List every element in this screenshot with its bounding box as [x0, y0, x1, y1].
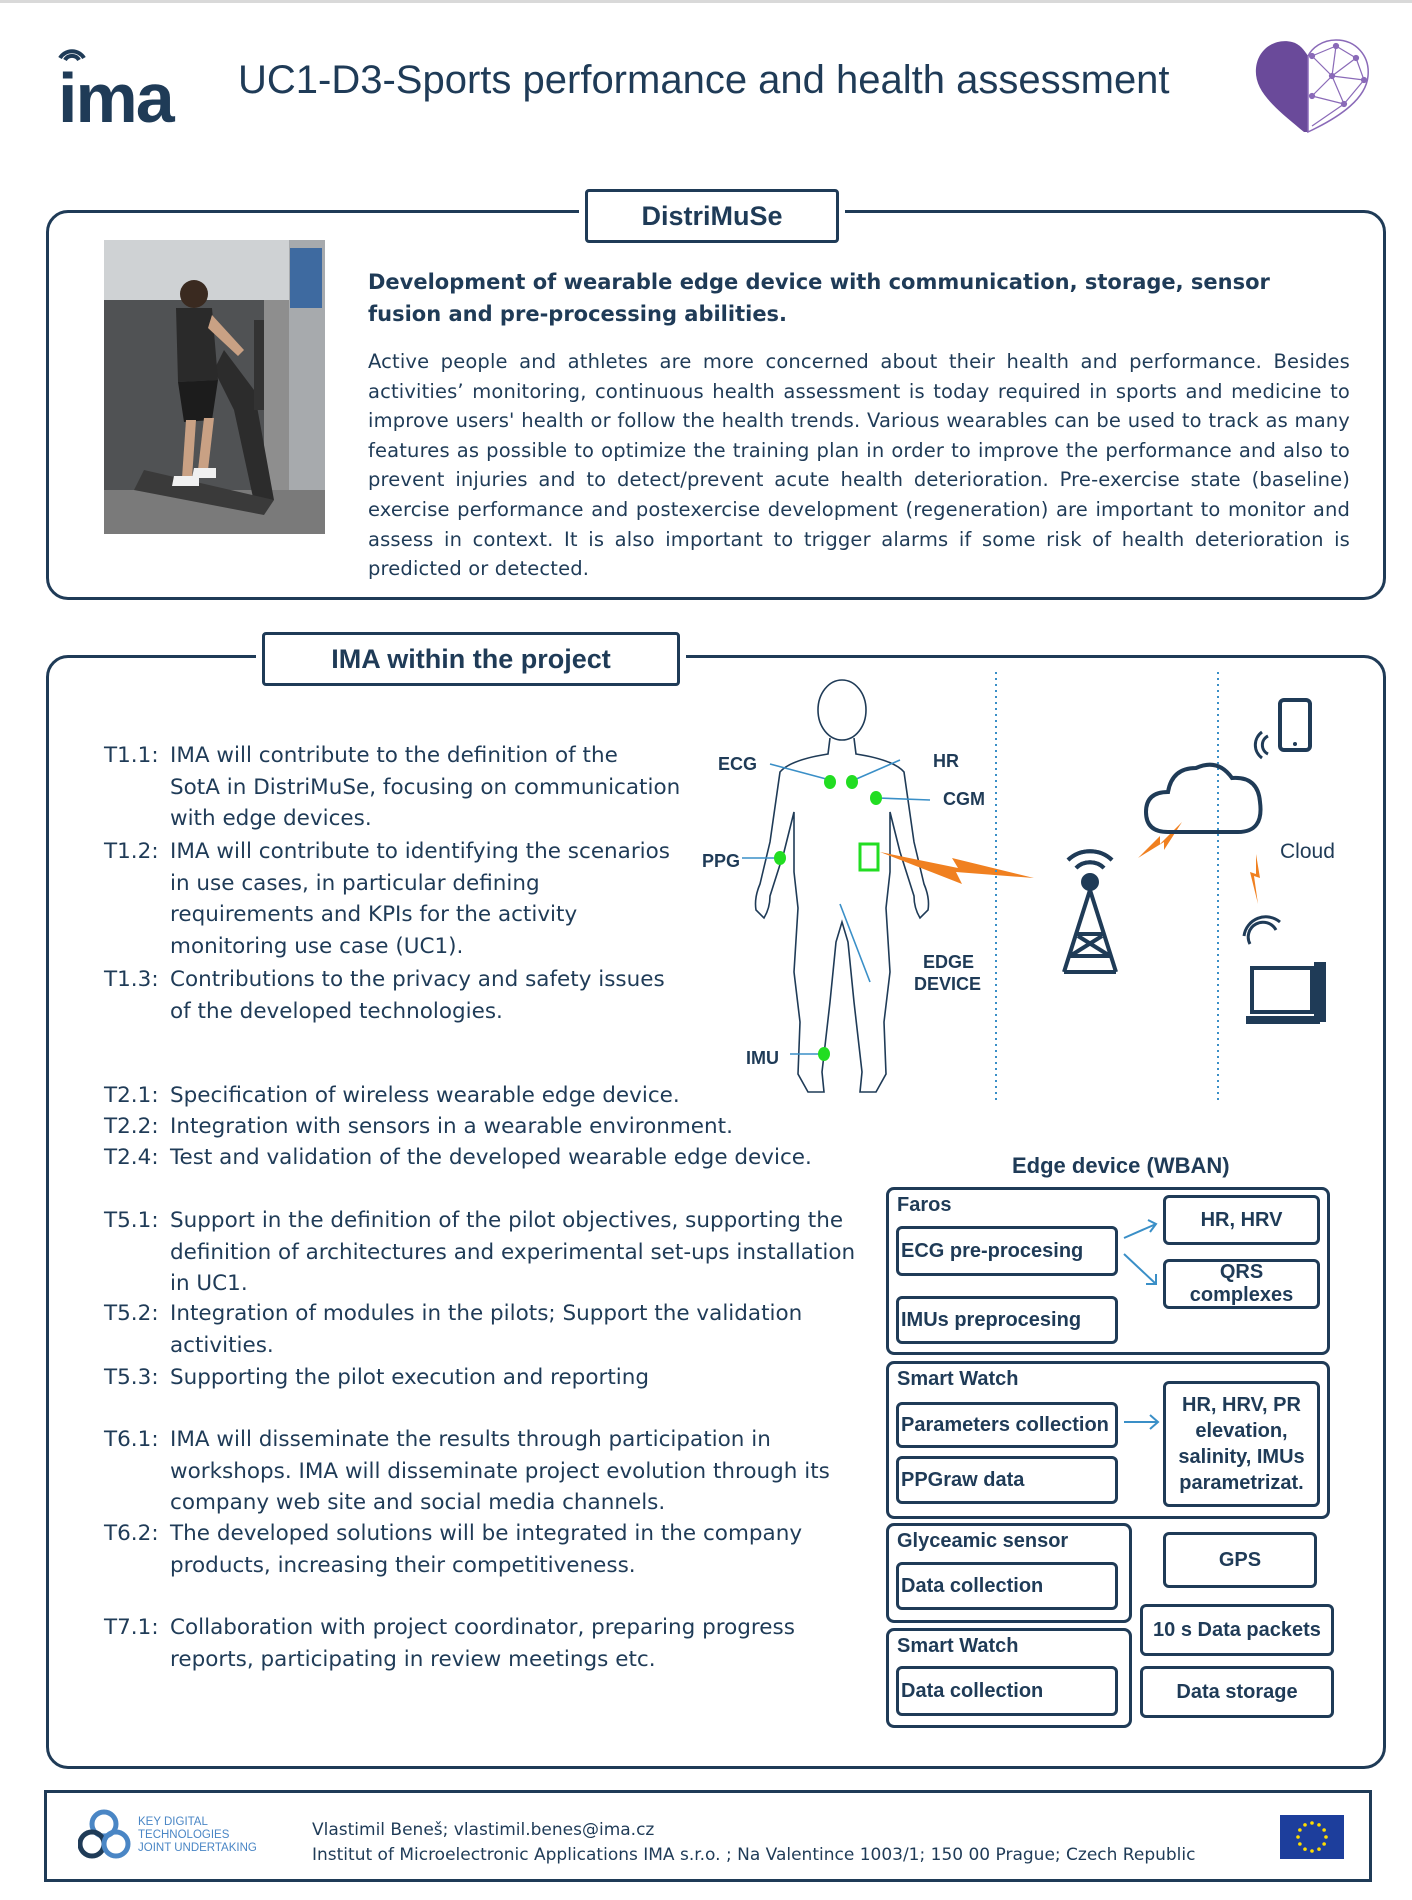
task-text: Integration of modules in the pilots; Support the validation activities.	[170, 1301, 803, 1358]
task-id: T1.1:	[104, 743, 159, 768]
contact-block	[312, 1818, 1195, 1868]
ima-logo	[58, 36, 198, 136]
edge-device-marker	[860, 844, 878, 870]
qrs-box: QRS complexes	[1163, 1259, 1320, 1309]
edge-label-line2: DEVICE	[914, 974, 982, 994]
task-id: T2.1:	[104, 1083, 159, 1108]
smartwatch-label-1: Smart Watch	[897, 1368, 1019, 1390]
eu-star	[1322, 1842, 1326, 1846]
task-text: Test and validation of the developed wearable edge device.	[170, 1145, 812, 1170]
imu-label: IMU	[746, 1048, 779, 1068]
task-text: Integration with sensors in a wearable environment.	[170, 1114, 733, 1139]
eu-star	[1303, 1847, 1307, 1851]
cloud-icon	[1146, 765, 1261, 832]
kdt-logo	[78, 1808, 258, 1864]
project-heading: Development of wearable edge device with communication, storage, sensor fusion and pre-processing abilities.	[368, 270, 1270, 326]
task-id: T2.2:	[104, 1114, 159, 1139]
data-collection-box-1: Data collection	[896, 1562, 1118, 1610]
data-storage-box: Data storage	[1140, 1666, 1334, 1718]
signal-bolt-cloud-icon	[1138, 822, 1182, 858]
task-text: Collaboration with project coordinator, preparing progress reports, participating in review meetings etc.	[170, 1615, 795, 1672]
eu-star	[1310, 1849, 1314, 1853]
project-description: Active people and athletes are more concerned about their health and performance. Besides activities’ monitoring, continuous health assessment is today required in sports and medicine to improve users' health or follow the health trends. Various wearables can be used to track as many features as possible to optimize the training plan in order to improve the performance and also to prevent injuries and to detect/prevent acute health deterioration. Pre-exercise state (baseline) exercise performance and postexercise development (regeneration) are important to monitor and assess in context. It is also important to trigger alarms if some risk of health deterioration is predicted or detected.	[368, 350, 1350, 581]
kdt-line-3: JOINT UNDERTAKING	[138, 1842, 257, 1854]
task-text: Specification of wireless wearable edge device.	[170, 1083, 680, 1108]
task-text: Support in the definition of the pilot objectives, supporting the definition of architectures and experimental set-ups installation in UC1.	[170, 1208, 856, 1296]
data-packets-box: 10 s Data packets	[1140, 1604, 1334, 1656]
eu-star	[1303, 1823, 1307, 1827]
task-text: IMA will contribute to identifying the scenarios in use cases, in particular defining requirements and KPIs for the activity monitoring use case (UC1).	[170, 839, 671, 959]
signal-bolt-computer-icon	[1250, 854, 1260, 904]
cell-tower-icon	[1064, 851, 1116, 972]
task-text: Supporting the pilot execution and reporting	[170, 1365, 650, 1390]
eu-star	[1296, 1835, 1300, 1839]
ima-logo-text: ima	[58, 59, 173, 137]
task-id: T6.1:	[104, 1427, 159, 1452]
task-id: T1.2:	[104, 839, 159, 864]
top-divider	[0, 0, 1412, 3]
task-id: T5.3:	[104, 1365, 159, 1390]
kdt-circles-icon	[78, 1808, 136, 1864]
task-id: T6.2:	[104, 1521, 159, 1546]
athlete-photo	[104, 240, 325, 534]
task-text: IMA will disseminate the results through participation in workshops. IMA will disseminate project evolution through its company web site and social media channels.	[170, 1427, 830, 1515]
cloud-label: Cloud	[1280, 840, 1335, 863]
hr-hrv-pr-box: HR, HRV, PR elevation, salinity, IMUs parametrizat.	[1163, 1381, 1320, 1507]
eu-star	[1298, 1842, 1302, 1846]
smartphone-icon	[1255, 700, 1310, 758]
heart-network-logo	[1252, 36, 1372, 136]
ima-tab: IMA within the project	[262, 632, 680, 686]
page-title: UC1-D3-Sports performance and health assessment	[238, 58, 1170, 102]
signal-bolt-body-icon	[880, 852, 1034, 884]
project-tab: DistriMuSe	[585, 189, 839, 243]
data-collection-box-2: Data collection	[896, 1666, 1118, 1716]
faros-label: Faros	[897, 1194, 952, 1216]
contact-email: Vlastimil Beneš; vlastimil.benes@ima.cz	[312, 1820, 655, 1840]
edge-label-line1: EDGE	[923, 952, 975, 972]
kdt-text	[138, 1816, 257, 1855]
architecture-diagram	[690, 672, 1370, 1112]
ppg-label: PPG	[702, 851, 741, 871]
glyceamic-label: Glyceamic sensor	[897, 1530, 1069, 1552]
smartwatch-label-2: Smart Watch	[897, 1635, 1019, 1657]
imus-preprocessing-box: IMUs preprocesing	[896, 1296, 1118, 1344]
eu-star	[1298, 1828, 1302, 1832]
arrow-to-params-icon	[1124, 1415, 1158, 1429]
wban-title: Edge device (WBAN)	[1012, 1153, 1230, 1178]
eu-star	[1322, 1828, 1326, 1832]
contact-address: Institut of Microelectronic Applications IMA s.r.o. ; Na Valentince 1003/1; 150 00 Prague; Czech Republic	[312, 1845, 1196, 1865]
eu-star	[1317, 1847, 1321, 1851]
arrow-to-qrs-icon	[1124, 1254, 1156, 1284]
hr-hrv-box: HR, HRV	[1163, 1195, 1320, 1245]
computer-icon	[1244, 917, 1326, 1024]
cgm-label: CGM	[943, 789, 985, 809]
kdt-line-2: TECHNOLOGIES	[138, 1829, 230, 1841]
task-text: The developed solutions will be integrated in the company products, increasing their competitiveness.	[170, 1521, 803, 1578]
eu-flag-icon	[1280, 1815, 1344, 1859]
arrow-to-hr-icon	[1124, 1220, 1156, 1238]
wban-arrows	[1118, 1210, 1166, 1450]
task-id: T2.4:	[104, 1145, 159, 1170]
parameters-collection-box: Parameters collection	[896, 1402, 1118, 1448]
task-id: T1.3:	[104, 967, 159, 992]
kdt-line-1: KEY DIGITAL	[138, 1816, 208, 1828]
task-text: IMA will contribute to the definition of the SotA in DistriMuSe, focusing on communication with edge devices.	[170, 743, 681, 831]
task-id: T5.1:	[104, 1208, 159, 1233]
ecg-preprocessing-box: ECG pre-procesing	[896, 1226, 1118, 1276]
eu-star	[1324, 1835, 1328, 1839]
task-text: Contributions to the privacy and safety issues of the developed technologies.	[170, 967, 665, 1024]
hr-label: HR	[933, 751, 959, 771]
eu-star	[1310, 1821, 1314, 1825]
ppgraw-box: PPGraw data	[896, 1456, 1118, 1504]
task-id: T7.1:	[104, 1615, 159, 1640]
human-body-outline	[756, 680, 929, 1092]
task-id: T5.2:	[104, 1301, 159, 1326]
sensor-leaders	[742, 760, 930, 1054]
ecg-label: ECG	[718, 754, 758, 774]
eu-star	[1317, 1823, 1321, 1827]
gps-box: GPS	[1163, 1532, 1317, 1588]
